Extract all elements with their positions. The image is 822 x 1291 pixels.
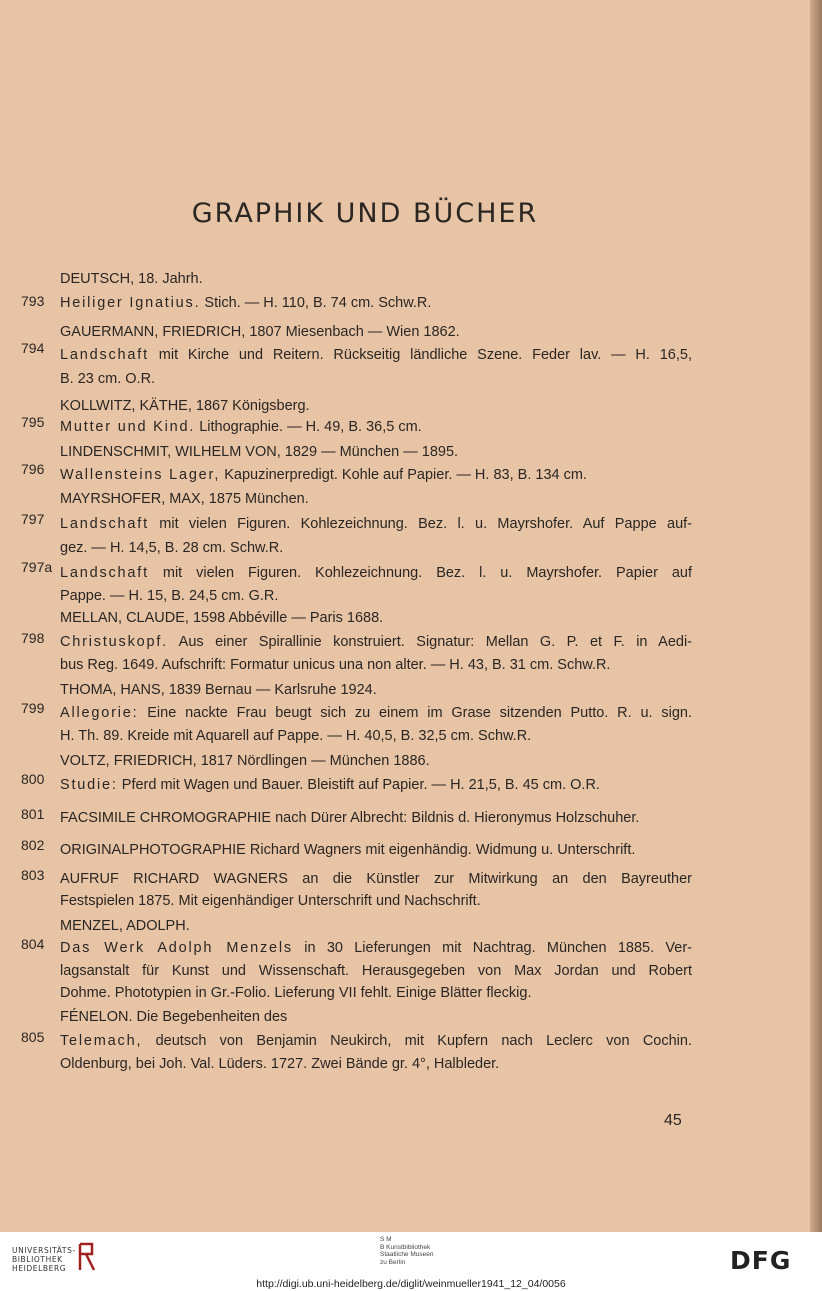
viewer-footer	[0, 1232, 822, 1291]
page-number: 45	[664, 1112, 682, 1129]
artwork-details: Oldenburg, bei Joh. Val. Lüders. 1727. Zwei Bände gr. 4°, Halbleder.	[60, 1056, 500, 1072]
stamp-line: Staatliche Museen	[380, 1251, 434, 1259]
artwork-title: Christuskopf.	[60, 634, 169, 650]
stamp-line: B Kunstbibliothek	[380, 1243, 431, 1251]
artwork-details: Eine nackte Frau beugt sich zu einem im Grase sitzenden Putto. R. u. sign.	[138, 705, 692, 721]
entry-description-line	[60, 705, 692, 721]
artwork-details: Festspielen 1875. Mit eigenhändiger Unterschrift und Nachschrift.	[60, 893, 481, 909]
entry-description-line	[60, 588, 692, 604]
entry-description-line	[60, 1056, 692, 1072]
entry-description-line	[60, 728, 692, 744]
artwork-details: lagsanstalt für Kunst und Wissenschaft. Herausgegeben von Max Jordan und Robert	[60, 963, 692, 979]
artist-heading: LINDENSCHMIT, WILHELM VON, 1829 — München — 1895.	[60, 444, 459, 460]
artist-heading: DEUTSCH, 18. Jahrh.	[60, 271, 203, 287]
artwork-details: B. 23 cm. O.R.	[60, 371, 156, 387]
lot-number: 797a	[21, 559, 53, 575]
lot-number: 794	[21, 340, 45, 356]
artist-heading: MELLAN, CLAUDE, 1598 Abbéville — Paris 1688.	[60, 610, 384, 626]
artist-heading: THOMA, HANS, 1839 Bernau — Karlsruhe 1924.	[60, 682, 377, 698]
entry-description-line	[60, 777, 692, 793]
artist-heading: KOLLWITZ, KÄTHE, 1867 Königsberg.	[60, 398, 310, 414]
artwork-details: H. Th. 89. Kreide mit Aquarell auf Pappe. — H. 40,5, B. 32,5 cm. Schw.R.	[60, 728, 532, 744]
artwork-title: Mutter und Kind.	[60, 419, 196, 435]
entry-description-line	[60, 963, 692, 979]
entry-description-line	[60, 540, 692, 556]
library-stamp	[380, 1236, 433, 1266]
artwork-details: Lithographie. — H. 49, B. 36,5 cm.	[195, 419, 422, 435]
entry-description-line	[60, 565, 692, 581]
artwork-details: mit Kirche und Reitern. Rückseitig ländliche Szene. Feder lav. — H. 16,5,	[148, 347, 692, 363]
artwork-title: Allegorie:	[60, 705, 139, 721]
artwork-details: gez. — H. 14,5, B. 28 cm. Schw.R.	[60, 540, 284, 556]
entry-description-line	[60, 985, 692, 1001]
lot-number: 800	[21, 771, 45, 787]
artwork-details: Kapuzinerpredigt. Kohle auf Papier. — H. 83, B. 134 cm.	[220, 467, 587, 483]
artwork-title: Heiliger Ignatius.	[60, 295, 201, 311]
lot-number: 795	[21, 414, 45, 430]
lot-number: 796	[21, 461, 45, 477]
artwork-title: Landschaft	[60, 347, 149, 363]
artwork-details: Aus einer Spirallinie konstruiert. Signatur: Mellan G. P. et F. in Aedi-	[168, 634, 692, 650]
entry-description-line	[60, 1033, 692, 1049]
stamp-line: zu Berlin	[380, 1258, 406, 1266]
university-library-logo[interactable]	[12, 1246, 76, 1273]
entry-description-line	[60, 810, 692, 826]
entry-description-line	[60, 657, 692, 673]
artwork-details: ORIGINALPHOTOGRAPHIE Richard Wagners mit eigenhändig. Widmung u. Unterschrift.	[60, 842, 636, 858]
lot-number: 802	[21, 837, 45, 853]
lot-number: 803	[21, 867, 45, 883]
entry-description-line	[60, 516, 692, 532]
artwork-details: FACSIMILE CHROMOGRAPHIE nach Dürer Albrecht: Bildnis d. Hieronymus Holzschuher.	[60, 810, 640, 826]
artwork-details: Pappe. — H. 15, B. 24,5 cm. G.R.	[60, 588, 279, 604]
university-logo-icon	[76, 1242, 98, 1272]
entry-description-line	[60, 893, 692, 909]
entry-description-line	[60, 295, 692, 311]
lot-number: 797	[21, 511, 45, 527]
logo-line: UNIVERSITÄTS-	[12, 1246, 76, 1255]
lot-number: 798	[21, 630, 45, 646]
artwork-title: Landschaft	[60, 565, 149, 581]
artist-heading: MAYRSHOFER, MAX, 1875 München.	[60, 491, 309, 507]
artwork-title: Telemach,	[60, 1033, 143, 1049]
entry-description-line	[60, 940, 692, 956]
artist-heading: FÉNELON. Die Begebenheiten des	[60, 1009, 288, 1025]
lot-number: 801	[21, 806, 45, 822]
entry-description-line	[60, 347, 692, 363]
entry-description-line	[60, 467, 692, 483]
dfg-logo[interactable]: DFG	[730, 1246, 792, 1275]
entry-description-line	[60, 634, 692, 650]
lot-number: 804	[21, 936, 45, 952]
logo-line: BIBLIOTHEK	[12, 1255, 63, 1264]
artwork-title: Studie:	[60, 777, 118, 793]
entry-description-line	[60, 419, 692, 435]
artwork-details: mit vielen Figuren. Kohlezeichnung. Bez. l. u. Mayrshofer. Auf Pappe auf-	[148, 516, 692, 532]
artwork-details: Pferd mit Wagen und Bauer. Bleistift auf Papier. — H. 21,5, B. 45 cm. O.R.	[117, 777, 600, 793]
artwork-details: mit vielen Figuren. Kohlezeichnung. Bez. l. u. Mayrshofer. Papier auf	[148, 565, 692, 581]
artwork-details: AUFRUF RICHARD WAGNERS an die Künstler zur Mitwirkung an den Bayreuther	[60, 871, 692, 887]
lot-number: 805	[21, 1029, 45, 1045]
lot-number: 793	[21, 293, 45, 309]
artist-heading: VOLTZ, FRIEDRICH, 1817 Nördlingen — München 1886.	[60, 753, 430, 769]
lot-number: 799	[21, 700, 45, 716]
page-edge-shadow	[810, 0, 822, 1232]
artist-heading: MENZEL, ADOLPH.	[60, 918, 190, 934]
page-url[interactable]: http://digi.ub.uni-heidelberg.de/diglit/weinmueller1941_12_04/0056	[256, 1278, 566, 1290]
artwork-details: bus Reg. 1649. Aufschrift: Formatur unicus una non alter. — H. 43, B. 31 cm. Schw.R.	[60, 657, 611, 673]
logo-line: HEIDELBERG	[12, 1264, 67, 1273]
artwork-title: Das Werk Adolph Menzels	[60, 940, 293, 956]
page-title: GRAPHIK UND BÜCHER	[191, 198, 539, 229]
artist-heading: GAUERMANN, FRIEDRICH, 1807 Miesenbach — Wien 1862.	[60, 324, 460, 340]
entry-description-line	[60, 842, 692, 858]
artwork-details: deutsch von Benjamin Neukirch, mit Kupfern nach Leclerc von Cochin.	[142, 1033, 692, 1049]
artwork-details: in 30 Lieferungen mit Nachtrag. München 1885. Ver-	[292, 940, 692, 956]
artwork-title: Landschaft	[60, 516, 149, 532]
entry-description-line	[60, 871, 692, 887]
artwork-details: Dohme. Phototypien in Gr.-Folio. Lieferung VII fehlt. Einige Blätter fleckig.	[60, 985, 532, 1001]
artwork-title: Wallensteins Lager,	[60, 467, 221, 483]
artwork-details: Stich. — H. 110, B. 74 cm. Schw.R.	[200, 295, 432, 311]
entry-description-line	[60, 371, 692, 387]
stamp-line: S M	[380, 1236, 392, 1243]
